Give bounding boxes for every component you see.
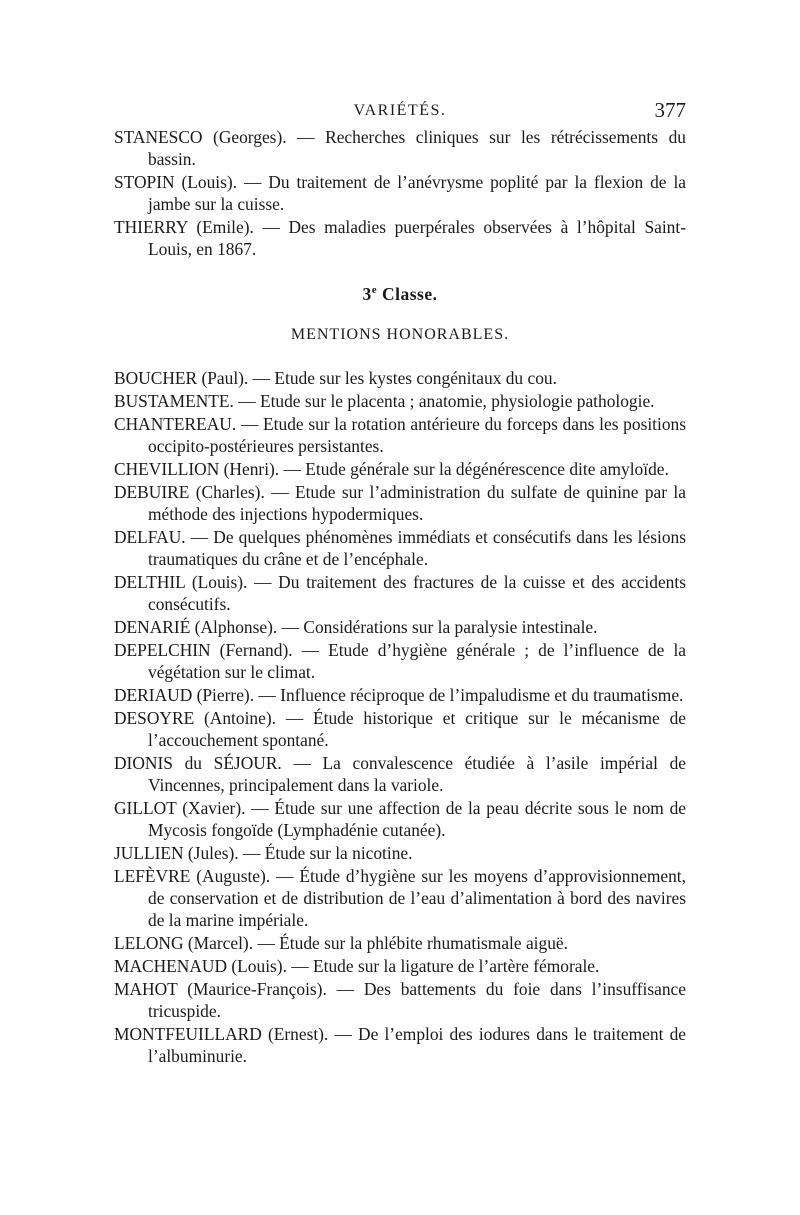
entry-author: GILLOT (Xavier).: [114, 798, 246, 818]
running-title: VARIÉTÉS.: [353, 102, 447, 119]
entry-author: DELFAU.: [114, 527, 186, 547]
running-head: [114, 96, 686, 122]
class-heading: [114, 284, 686, 305]
entry: [114, 1023, 686, 1067]
book-page: [114, 96, 686, 1068]
entry-text: — Étude historique et critique sur le mécanisme de l’accouchement spontané.: [148, 708, 686, 750]
entry: [114, 216, 686, 260]
page-number: 377: [654, 98, 686, 122]
entry-text: — Étude sur une affection de la peau décrite sous le nom de Mycosis fongoïde (Lymphadénie cutanée).: [148, 798, 686, 840]
entry-author: DELTHIL (Louis).: [114, 572, 248, 592]
entry-text: — Etude sur les kystes congénitaux du cou.: [252, 368, 557, 388]
entry: [114, 126, 686, 170]
entry-text: — La convalescence étudiée à l’asile impérial de Vincennes, principalement dans la variole.: [148, 753, 686, 795]
entry-author: DERIAUD (Pierre).: [114, 685, 255, 705]
entry-text: — Etude générale sur la dégénérescence dite amyloïde.: [283, 459, 669, 479]
entry-text: — Des maladies puerpérales observées à l’hôpital Saint-Louis, en 1867.: [148, 217, 687, 259]
entry-author: DEPELCHIN (Fernand).: [114, 640, 293, 660]
entries-top: [114, 126, 686, 260]
entry: [114, 639, 686, 683]
entry-text: — Des battements du foie dans l’insuffisance tricuspide.: [148, 979, 686, 1021]
entry: [114, 458, 686, 480]
entry: [114, 616, 686, 638]
entry: [114, 978, 686, 1022]
entry: [114, 526, 686, 570]
entry-text: — Considérations sur la paralysie intestinale.: [281, 617, 598, 637]
entry-text: — Étude d’hygiène sur les moyens d’approvisionnement, de conservation et de distribution de l’eau d’alimentation à bord des navires de la marine impériale.: [148, 866, 686, 930]
entry-text: — Étude sur la nicotine.: [242, 843, 413, 863]
entry-text: — Étude sur la phlébite rhumatismale aiguë.: [257, 933, 568, 953]
entry-text: — Du traitement de l’anévrysme poplité par la flexion de la jambe sur la cuisse.: [148, 172, 686, 214]
entry: [114, 571, 686, 615]
entry-text: — Etude sur l’administration du sulfate de quinine par la méthode des injections hypodermiques.: [148, 482, 686, 524]
entry-text: — Etude sur la ligature de l’artère fémorale.: [291, 956, 600, 976]
entry-author: MAHOT (Maurice-François).: [114, 979, 327, 999]
entry-author: STANESCO (Georges).: [114, 127, 287, 147]
class-label: Classe.: [382, 284, 438, 304]
entry-text: — Etude d’hygiène générale ; de l’influence de la végétation sur le climat.: [148, 640, 686, 682]
entries-list: [114, 367, 686, 1067]
entry-text: — Etude sur la rotation antérieure du forceps dans les positions occipito-postérieures persistantes.: [148, 414, 686, 456]
entry-author: JULLIEN (Jules).: [114, 843, 239, 863]
entry-author: DESOYRE (Antoine).: [114, 708, 276, 728]
entry-author: LEFÈVRE (Auguste).: [114, 866, 271, 886]
entry-author: STOPIN (Louis).: [114, 172, 238, 192]
entry-author: DEBUIRE (Charles).: [114, 482, 265, 502]
entry: [114, 932, 686, 954]
mentions-heading: MENTIONS HONORABLES.: [290, 326, 510, 343]
entry-text: — De l’emploi des iodures dans le traitement de l’albuminurie.: [148, 1024, 686, 1066]
entry-author: MACHENAUD (Louis).: [114, 956, 287, 976]
entry: [114, 955, 686, 977]
class-number: 3: [362, 284, 372, 304]
entry-author: BUSTAMENTE.: [114, 391, 234, 411]
entry: [114, 707, 686, 751]
entry-text: — Du traitement des fractures de la cuisse et des accidents consécutifs.: [148, 572, 686, 614]
entry: [114, 390, 686, 412]
entry: [114, 413, 686, 457]
entry: [114, 865, 686, 931]
entry: [114, 367, 686, 389]
entry-author: THIERRY (Emile).: [114, 217, 254, 237]
entry-author: MONTFEUILLARD (Ernest).: [114, 1024, 329, 1044]
entry-text: — Recherches cliniques sur les rétrécissements du bassin.: [148, 127, 686, 169]
entry-text: — De quelques phénomènes immédiats et consécutifs dans les lésions traumatiques du crâne et de l’encéphale.: [148, 527, 686, 569]
entry-author: DENARIÉ (Alphonse).: [114, 617, 278, 637]
entry-author: CHEVILLION (Henri).: [114, 459, 280, 479]
entry: [114, 481, 686, 525]
entry: [114, 797, 686, 841]
entry-text: — Influence réciproque de l’impaludisme et du traumatisme.: [258, 685, 684, 705]
entry-text: — Etude sur le placenta ; anatomie, physiologie pathologie.: [238, 391, 655, 411]
entry-author: BOUCHER (Paul).: [114, 368, 249, 388]
entry-author: LELONG (Marcel).: [114, 933, 254, 953]
entry-author: CHANTEREAU.: [114, 414, 237, 434]
entry: [114, 842, 686, 864]
entry: [114, 752, 686, 796]
entry-author: DIONIS du SÉJOUR.: [114, 753, 282, 773]
entry: [114, 684, 686, 706]
entry: [114, 171, 686, 215]
class-suffix: e: [371, 284, 378, 297]
